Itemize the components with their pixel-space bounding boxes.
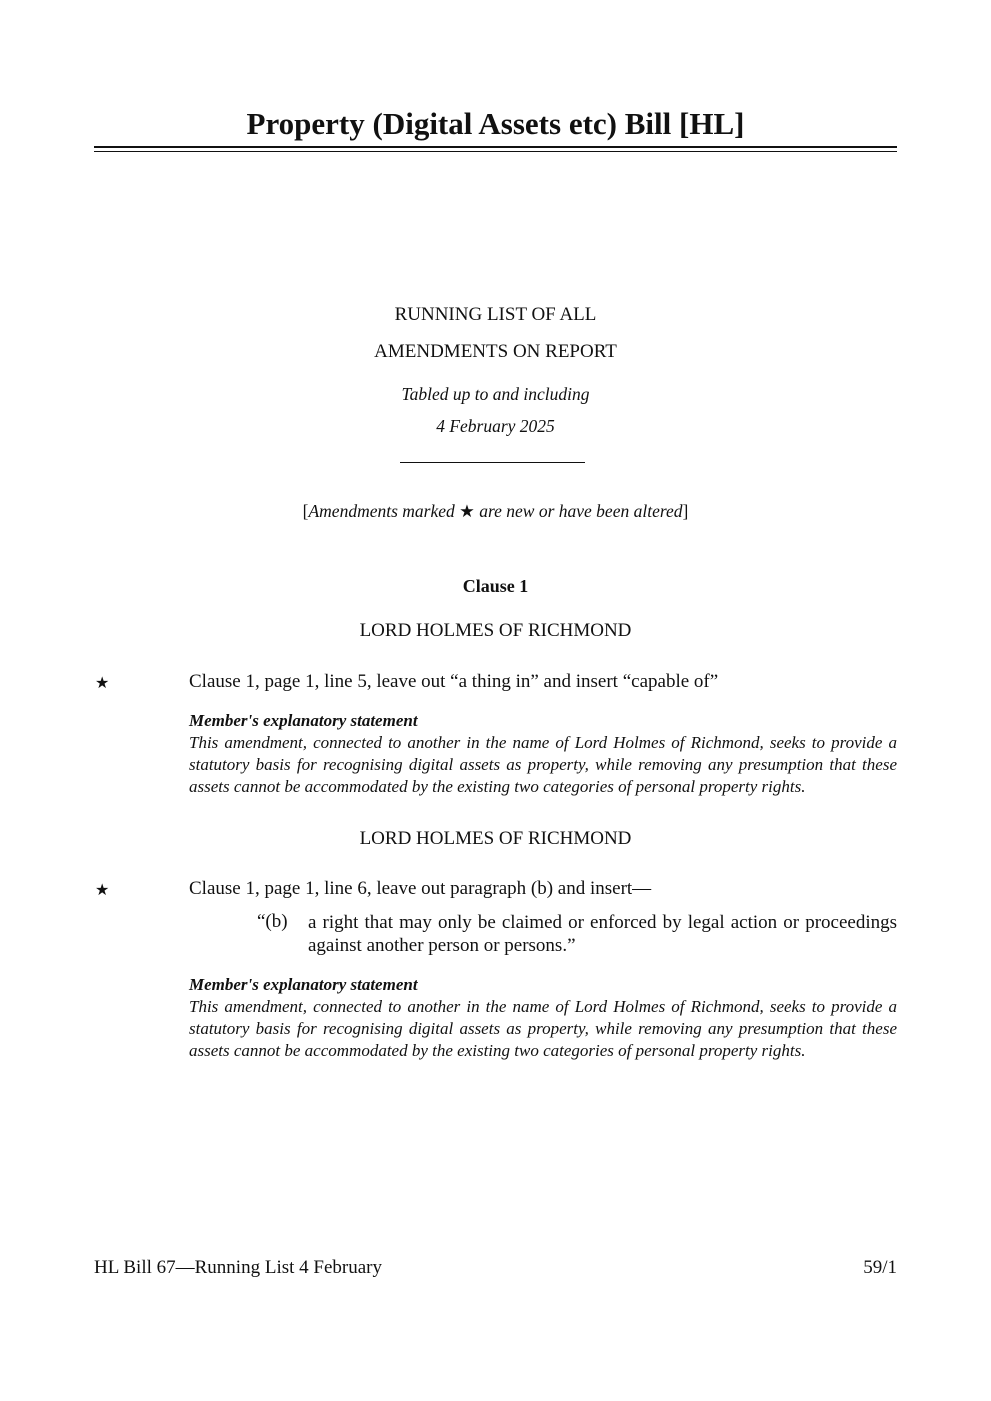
explanatory-statement — [189, 710, 897, 798]
title-rule-thin — [94, 151, 897, 152]
star-icon: ★ — [95, 882, 110, 899]
clause-heading: Clause 1 — [462, 576, 529, 596]
note-bracket-close: ] — [682, 501, 689, 521]
insert-label: “(b) — [257, 911, 288, 932]
title-rule-thick — [94, 146, 897, 148]
cover-line-1: RUNNING LIST OF ALL — [394, 304, 597, 325]
tabled-date: 4 February 2025 — [436, 416, 555, 436]
note-text-before: Amendments marked — [308, 501, 460, 521]
footer-bill-ref: HL Bill 67—Running List 4 February — [94, 1257, 382, 1278]
tabled-line-1: Tabled up to and including — [401, 384, 590, 404]
footer-page-number: 59/1 — [863, 1257, 897, 1278]
statement-heading: Member's explanatory statement — [189, 975, 418, 994]
bill-title: Property (Digital Assets etc) Bill [HL] — [246, 106, 745, 141]
cover-line-2: AMENDMENTS ON REPORT — [374, 341, 617, 362]
explanatory-statement — [189, 974, 897, 1062]
note-text-after: are new or have been altered — [474, 501, 683, 521]
insert-text: a right that may only be claimed or enforced by legal action or proceedings against another person or persons.” — [308, 912, 897, 956]
statement-heading: Member's explanatory statement — [189, 711, 418, 730]
divider — [400, 462, 585, 463]
star-icon: ★ — [95, 675, 110, 692]
statement-body: This amendment, connected to another in the name of Lord Holmes of Richmond, seeks to provide a statutory basis for recognising digital assets as property, while removing any presumption that these assets cannot be accommodated by the existing two categories of personal property rights. — [189, 733, 897, 796]
amendment-text: Clause 1, page 1, line 6, leave out paragraph (b) and insert— — [189, 878, 652, 899]
amendment-note — [0, 501, 991, 522]
amendment-text: Clause 1, page 1, line 5, leave out “a thing in” and insert “capable of” — [189, 671, 719, 692]
note-bracket-open: [ — [302, 501, 309, 521]
member-name: LORD HOLMES OF RICHMOND — [359, 828, 632, 849]
star-icon: ★ — [459, 501, 475, 521]
statement-body: This amendment, connected to another in the name of Lord Holmes of Richmond, seeks to provide a statutory basis for recognising digital assets as property, while removing any presumption that these assets cannot be accommodated by the existing two categories of personal property rights. — [189, 997, 897, 1060]
member-name: LORD HOLMES OF RICHMOND — [359, 620, 632, 641]
